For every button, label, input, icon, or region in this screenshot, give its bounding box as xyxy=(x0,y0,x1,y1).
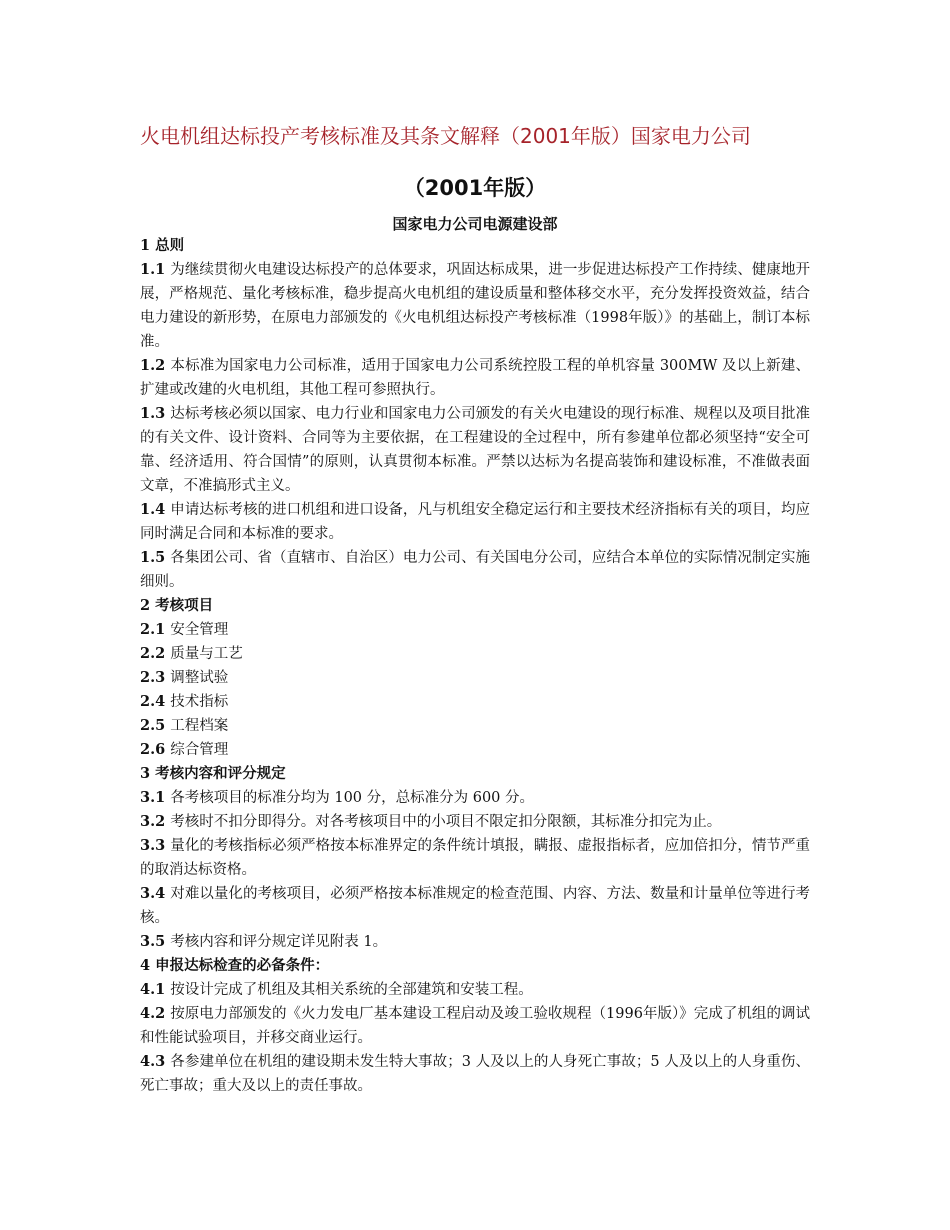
clause-number: 4.1 xyxy=(140,981,166,998)
clause-paragraph xyxy=(140,810,810,834)
clause-text: 各参建单位在机组的建设期未发生特大事故；3 人及以上的人身死亡事故；5 人及以上的人身重伤、死亡事故；重大及以上的责任事故。 xyxy=(140,1054,810,1094)
department-name: 国家电力公司电源建设部 xyxy=(392,215,558,233)
clause-number: 1.5 xyxy=(140,549,166,566)
clause-number: 2.1 xyxy=(140,621,166,638)
clause-number: 2.2 xyxy=(140,645,166,662)
clause-paragraph xyxy=(140,690,810,714)
clause-text: 按设计完成了机组及其相关系统的全部建筑和安装工程。 xyxy=(170,982,533,998)
clause-paragraph xyxy=(140,714,810,738)
clause-text: 达标考核必须以国家、电力行业和国家电力公司颁发的有关火电建设的现行标准、规程以及项目批准的有关文件、设计资料、合同等为主要依据，在工程建设的全过程中，所有参建单位都必须坚持“安全可靠、经济适用、符合国情”的原则，认真贯彻本标准。严禁以达标为名提高装饰和建设标准，不准做表面文章，不准搞形式主义。 xyxy=(140,406,810,494)
clause-number: 3.3 xyxy=(140,837,166,854)
clause-paragraph xyxy=(140,978,810,1002)
clause-number: 3.2 xyxy=(140,813,166,830)
clause-paragraph xyxy=(140,258,810,354)
clause-number: 2.6 xyxy=(140,741,166,758)
clause-text: 按原电力部颁发的《火力发电厂基本建设工程启动及竣工验收规程（1996年版）》完成了机组的调试和性能试验项目，并移交商业运行。 xyxy=(140,1006,810,1046)
clause-paragraph xyxy=(140,642,810,666)
clause-text: 考核内容和评分规定详见附表 1。 xyxy=(170,934,388,950)
clause-paragraph xyxy=(140,786,810,810)
edition-label: （2001年版） xyxy=(403,176,547,200)
document-body xyxy=(140,234,810,1098)
clause-text: 技术指标 xyxy=(170,694,229,710)
clause-paragraph xyxy=(140,354,810,402)
clause-paragraph xyxy=(140,402,810,498)
section-heading: 1 总则 xyxy=(140,237,185,254)
clause-text: 质量与工艺 xyxy=(170,646,243,662)
clause-text: 本标准为国家电力公司标准，适用于国家电力公司系统控股工程的单机容量 300MW 及以上新建、扩建或改建的火电机组，其他工程可参照执行。 xyxy=(140,358,810,398)
clause-number: 1.2 xyxy=(140,357,166,374)
clause-text: 对难以量化的考核项目，必须严格按本标准规定的检查范围、内容、方法、数量和计量单位等进行考核。 xyxy=(140,886,810,926)
clause-paragraph xyxy=(140,834,810,882)
clause-text: 工程档案 xyxy=(170,718,229,734)
clause-text: 综合管理 xyxy=(170,742,229,758)
clause-number: 2.3 xyxy=(140,669,166,686)
clause-number: 3.5 xyxy=(140,933,166,950)
clause-text: 调整试验 xyxy=(170,670,229,686)
clause-text: 量化的考核指标必须严格按本标准界定的条件统计填报，瞒报、虚报指标者，应加倍扣分，情节严重的取消达标资格。 xyxy=(140,838,810,878)
clause-number: 2.4 xyxy=(140,693,166,710)
section-heading: 3 考核内容和评分规定 xyxy=(140,765,286,782)
clause-number: 2.5 xyxy=(140,717,166,734)
clause-text: 申请达标考核的进口机组和进口设备，凡与机组安全稳定运行和主要技术经济指标有关的项目，均应同时满足合同和本标准的要求。 xyxy=(140,502,810,542)
clause-text: 考核时不扣分即得分。对各考核项目中的小项目不限定扣分限额，其标准分扣完为止。 xyxy=(170,814,722,830)
clause-text: 各集团公司、省（直辖市、自治区）电力公司、有关国电分公司，应结合本单位的实际情况制定实施细则。 xyxy=(140,550,810,590)
clause-number: 1.1 xyxy=(140,261,166,278)
clause-number: 3.4 xyxy=(140,885,166,902)
clause-number: 3.1 xyxy=(140,789,166,806)
clause-number: 1.3 xyxy=(140,405,166,422)
clause-paragraph xyxy=(140,618,810,642)
clause-paragraph xyxy=(140,546,810,594)
clause-text: 各考核项目的标准分均为 100 分，总标准分为 600 分。 xyxy=(170,790,535,806)
clause-text: 为继续贯彻火电建设达标投产的总体要求，巩固达标成果，进一步促进达标投产工作持续、健康地开展，严格规范、量化考核标准，稳步提高火电机组的建设质量和整体移交水平，充分发挥投资效益，结合电力建设的新形势，在原电力部颁发的《火电机组达标投产考核标准（1998年版）》的基础上，制订本标准。 xyxy=(140,262,810,350)
clause-number: 4.2 xyxy=(140,1005,166,1022)
clause-paragraph xyxy=(140,930,810,954)
clause-paragraph xyxy=(140,738,810,762)
clause-paragraph xyxy=(140,882,810,930)
document-title: 火电机组达标投产考核标准及其条文解释（2001年版）国家电力公司 xyxy=(140,124,751,148)
clause-paragraph xyxy=(140,1050,810,1098)
clause-paragraph xyxy=(140,666,810,690)
clause-text: 安全管理 xyxy=(170,622,229,638)
clause-number: 1.4 xyxy=(140,501,166,518)
clause-number: 4.3 xyxy=(140,1053,166,1070)
section-heading: 4 申报达标检查的必备条件： xyxy=(140,957,330,974)
clause-paragraph xyxy=(140,498,810,546)
clause-paragraph xyxy=(140,1002,810,1050)
section-heading: 2 考核项目 xyxy=(140,597,214,614)
